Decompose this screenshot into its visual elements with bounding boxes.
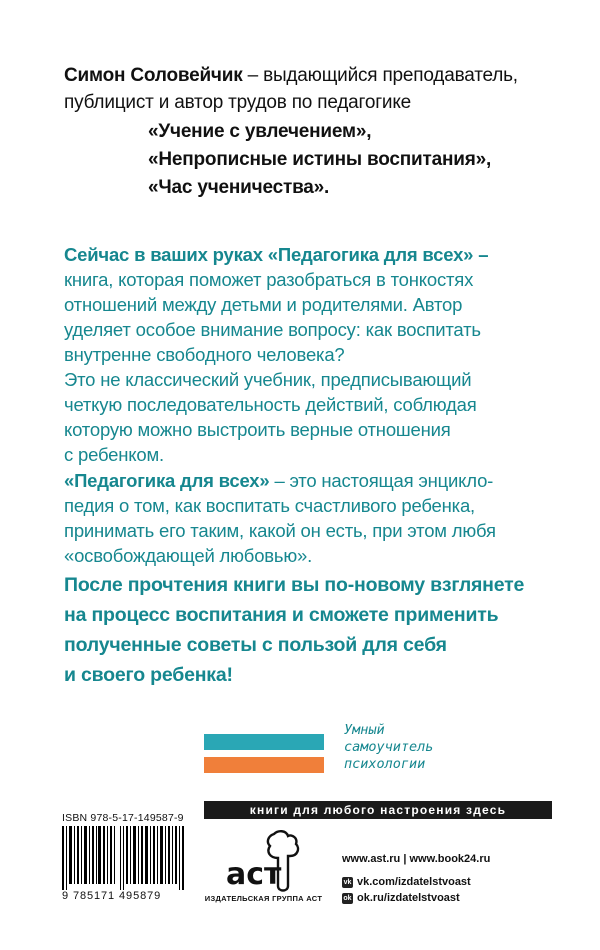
barcode-digits: 9 785171 495879 bbox=[62, 890, 162, 902]
ok-link[interactable] bbox=[342, 892, 460, 904]
publisher-websites[interactable]: www.ast.ru | www.book24.ru bbox=[342, 853, 491, 865]
logo-text: аст bbox=[226, 857, 282, 892]
final-line: и своего ребенка! bbox=[64, 664, 233, 686]
work-title: «Час ученичества». bbox=[148, 177, 330, 198]
call-to-action-text bbox=[64, 570, 564, 690]
isbn-text: ISBN 978-5-17-149587-9 bbox=[62, 812, 184, 824]
barcode-icon bbox=[62, 826, 184, 890]
intro-line1: – выдающийся преподаватель, bbox=[242, 65, 518, 86]
para3-lead: «Педагогика для всех» bbox=[64, 470, 270, 491]
author-works-list bbox=[148, 118, 568, 202]
para2-line: Это не классический учебник, предписывающий bbox=[64, 369, 472, 390]
tagline-banner: книги для любого настроения здесь bbox=[204, 801, 552, 819]
series-word: Умный bbox=[344, 722, 385, 738]
author-intro bbox=[64, 62, 564, 116]
para2-line: которую можно выстроить верные отношения bbox=[64, 419, 451, 440]
ok-icon: ok bbox=[343, 894, 352, 902]
ok-prefix: ok.ru/ bbox=[357, 892, 387, 904]
ok-handle: izdatelstvoast bbox=[386, 892, 460, 904]
para1-line: уделяет особое внимание вопросу: как воспитать bbox=[64, 319, 481, 340]
para3-line: принимать его таким, какой он есть, при этом любя bbox=[64, 520, 496, 541]
para1-line: книга, которая поможет разобраться в тонкостях bbox=[64, 269, 474, 290]
series-word: самоучитель bbox=[344, 739, 434, 755]
intro-line2: публицист и автор трудов по педагогике bbox=[64, 92, 412, 113]
para1-line: внутренне свободного человека? bbox=[64, 344, 345, 365]
series-bar-teal bbox=[204, 734, 324, 750]
para2-line: с ребенком. bbox=[64, 444, 164, 465]
vk-handle: izdatelstvoast bbox=[397, 876, 471, 888]
para3-line: «освобождающей любовью». bbox=[64, 545, 313, 566]
vk-link[interactable] bbox=[342, 876, 471, 888]
para3-lead-tail: – это настоящая энцикло- bbox=[269, 470, 494, 491]
vk-prefix: vk.com/ bbox=[357, 876, 398, 888]
final-line: полученные советы с пользой для себя bbox=[64, 634, 447, 656]
work-title: «Учение с увлечением», bbox=[148, 121, 372, 142]
description-block-1 bbox=[64, 242, 564, 467]
description-block-2 bbox=[64, 468, 564, 568]
para1-line: отношений между детьми и родителями. Автор bbox=[64, 294, 463, 315]
series-bar-orange bbox=[204, 757, 324, 773]
series-word: психологии bbox=[344, 756, 426, 772]
para3-line: педия о том, как воспитать счастливого ребенка, bbox=[64, 495, 475, 516]
work-title: «Непрописные истины воспитания», bbox=[148, 149, 492, 170]
final-line: После прочтения книги вы по-новому взглянете bbox=[64, 574, 525, 596]
vk-icon: vk bbox=[343, 878, 352, 886]
para1-lead: Сейчас в ваших руках «Педагогика для всех» bbox=[64, 244, 474, 265]
publisher-name: ИЗДАТЕЛЬСКАЯ ГРУППА АСТ bbox=[204, 894, 323, 903]
ast-logo-icon bbox=[218, 828, 308, 898]
final-line: на процесс воспитания и сможете применить bbox=[64, 604, 499, 626]
para2-line: четкую последовательность действий, соблюдая bbox=[64, 394, 477, 415]
series-name bbox=[344, 722, 484, 773]
author-name: Симон Соловейчик bbox=[64, 65, 243, 86]
para1-lead-tail: – bbox=[473, 244, 489, 265]
